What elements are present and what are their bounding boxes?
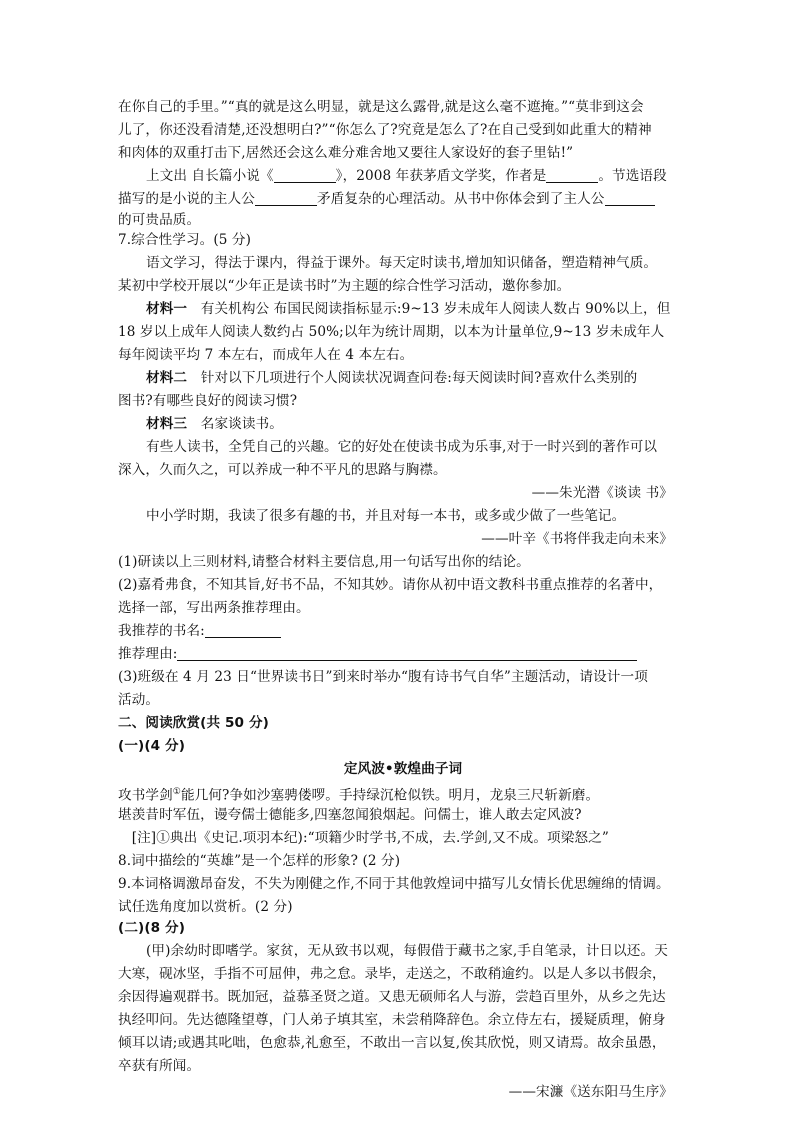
prose-line: 卒获有所闻。	[118, 1058, 201, 1074]
answer-blank-quality[interactable]	[605, 191, 655, 206]
question-9-line-2: 试任选角度加以赏析。(2 分)	[118, 899, 293, 915]
material-1-line-3: 每年阅读平均 7 本左右，而成年人在 4 本左右。	[118, 347, 414, 363]
material-text: 名家谈读书。	[187, 416, 283, 432]
footnote-marker: ①	[172, 787, 181, 797]
quote-source: ——叶辛《书将伴我走向未来》	[481, 531, 673, 547]
sub-question-2-line-1: (2)嘉肴弗食，不知其旨,好书不品，不知其妙。请你从初中语文教科书重点推荐的名著中，	[118, 577, 663, 593]
answer-blank-author[interactable]	[546, 168, 598, 183]
sub-question-3-line-2: 活动。	[118, 692, 160, 708]
passage-line: 儿了，你还没看清楚,还没想明白?”“你怎么了?究竟是怎么了?在自己受到如此重大的精神	[118, 122, 652, 138]
material-label: 材料二	[146, 370, 188, 386]
prose-line: 倾耳以请;或遇其叱咄，色愈恭,礼愈至，不敢出一言以复,俟其欣悦，则又请焉。故余虽愚，	[118, 1035, 666, 1051]
answer-blank-reason[interactable]	[177, 646, 637, 661]
question-text: 矛盾复杂的心理活动。从书中你体会到了主人公	[316, 191, 605, 207]
poem-text: 攻书学剑	[118, 787, 173, 804]
question-text: 》，2008 年获茅盾文学奖，作者是	[335, 168, 547, 184]
material-2-line-1	[146, 368, 688, 388]
prose-source: ——宋濂《送东阳马生序》	[508, 1084, 673, 1100]
material-text: 有关机构公 布国民阅读指标显示:9~13 岁未成年人阅读人数占 90%以上，但	[187, 301, 671, 317]
answer-blank-novel[interactable]	[274, 168, 336, 183]
book-answer-line	[118, 621, 688, 641]
question-8: 8.词中描绘的“英雄”是一个怎样的形象? (2 分)	[118, 853, 401, 869]
question-6-line-1	[146, 166, 688, 186]
intro-line: 语文学习，得法于课内，得益于课外。每天定时读书,增加知识储备，塑造精神气质。	[146, 255, 658, 271]
poem-title: 定风波•敦煌曲子词	[343, 761, 463, 777]
quote-source: ——朱光潜《谈读 书》	[531, 485, 673, 501]
section-heading: 二、阅读欣赏(共 50 分)	[118, 715, 269, 731]
poem-text: 能几何?争如沙塞骋偻啰。手持绿沉枪似铁。明月，龙泉三尺斩新磨。	[180, 787, 600, 804]
answer-blank-book[interactable]	[205, 623, 281, 638]
question-6-line-3: 的可贵品质。	[118, 212, 201, 228]
material-text: 针对以下几项进行个人阅读状况调查问卷:每天阅读时间?喜欢什么类别的	[187, 370, 638, 386]
passage-line: 在你自己的手里。”“真的就是这么明显，就是这么露骨,就是这么毫不遮掩。”“莫非到这会	[118, 99, 644, 115]
sub-question-2-line-2: 选择一部，写出两条推荐理由。	[118, 600, 310, 616]
poem-line-2: 堪羡昔时军伍，谩夸儒士德能多,四塞忽闻狼烟起。问儒士，谁人敢去定风波?	[118, 807, 582, 823]
prose-line: (甲)余幼时即嗜学。家贫，无从致书以观，每假借于藏书之家,手自笔录，计日以还。天	[146, 943, 668, 959]
passage-line: 和肉体的双重打击下,居然还会这么难分难舍地又要往人家设好的套子里钻!”	[118, 145, 574, 161]
poem-note: [注]①典出《史记.项羽本纪):“项籍少时学书,不成，去.学剑,又不成。项梁怒之”	[118, 830, 609, 846]
subsection-heading: (二)(8 分)	[118, 920, 186, 936]
question-text: 。节选语段	[598, 168, 667, 184]
answer-blank-protagonist[interactable]	[255, 191, 317, 206]
material-label: 材料三	[146, 416, 188, 432]
sub-question-1: (1)研读以上三则材料,请整合材料主要信息,用一句话写出你的结论。	[118, 554, 530, 570]
prose-line: 大寒，砚冰坚，手指不可屈伸，弗之怠。录毕，走送之，不敢稍逾约。以是人多以书假余，	[118, 966, 666, 982]
question-7-title: 7.综合性学习。(5 分)	[118, 232, 252, 248]
question-9-line-1: 9.本词格调激昂奋发，不失为刚健之作,不同于其他敦煌词中描写儿女情长优思缠绵的情调。	[118, 876, 670, 892]
material-1-line-2: 18 岁以上成年人阅读人数约占 50%;以年为统计周期，以本为计量单位,9~13 岁未成年人	[118, 324, 665, 340]
prose-line: 余因得遍观群书。既加冠，益慕圣贤之道。又患无硕师名人与游，尝趋百里外，从乡之先达	[118, 989, 666, 1005]
poem-line-1	[118, 782, 688, 806]
quote-line: 深入，久而久之，可以养成一种不平凡的思路与胸襟。	[118, 462, 447, 478]
material-2-line-2: 图书?有哪些良好的阅读习惯?	[118, 393, 298, 409]
sub-question-3-line-1: (3)班级在 4 月 23 日“世界读书日”到来时举办“腹有诗书气自华”主题活动，请设计一项	[118, 669, 648, 685]
intro-line: 某初中学校开展以“少年正是读书时”为主题的综合性学习活动，邀你参加。	[118, 278, 571, 294]
quote-line: 有些人读书，全凭自己的兴趣。它的好处在使读书成为乐事,对于一时兴到的著作可以	[146, 439, 658, 455]
question-text: 描写的是小说的主人公	[118, 191, 255, 207]
book-label: 我推荐的书名:	[118, 623, 205, 639]
quote-line: 中小学时期，我读了很多有趣的书，并且对每一本书，或多或少做了一些笔记。	[146, 508, 626, 524]
material-label: 材料一	[146, 301, 188, 317]
reason-label: 推荐理由:	[118, 646, 178, 662]
subsection-heading: (一)(4 分)	[118, 738, 186, 754]
question-text: 上文出 自长篇小说《	[146, 168, 274, 184]
reason-answer-line	[118, 644, 688, 664]
material-3-line-1	[146, 414, 688, 434]
prose-line: 执经叩问。先达德隆望尊，门人弟子填其室，未尝稍降辞色。余立侍左右，援疑质理，俯身	[118, 1012, 666, 1028]
question-6-line-2	[118, 189, 688, 209]
material-1-line-1	[146, 299, 688, 319]
